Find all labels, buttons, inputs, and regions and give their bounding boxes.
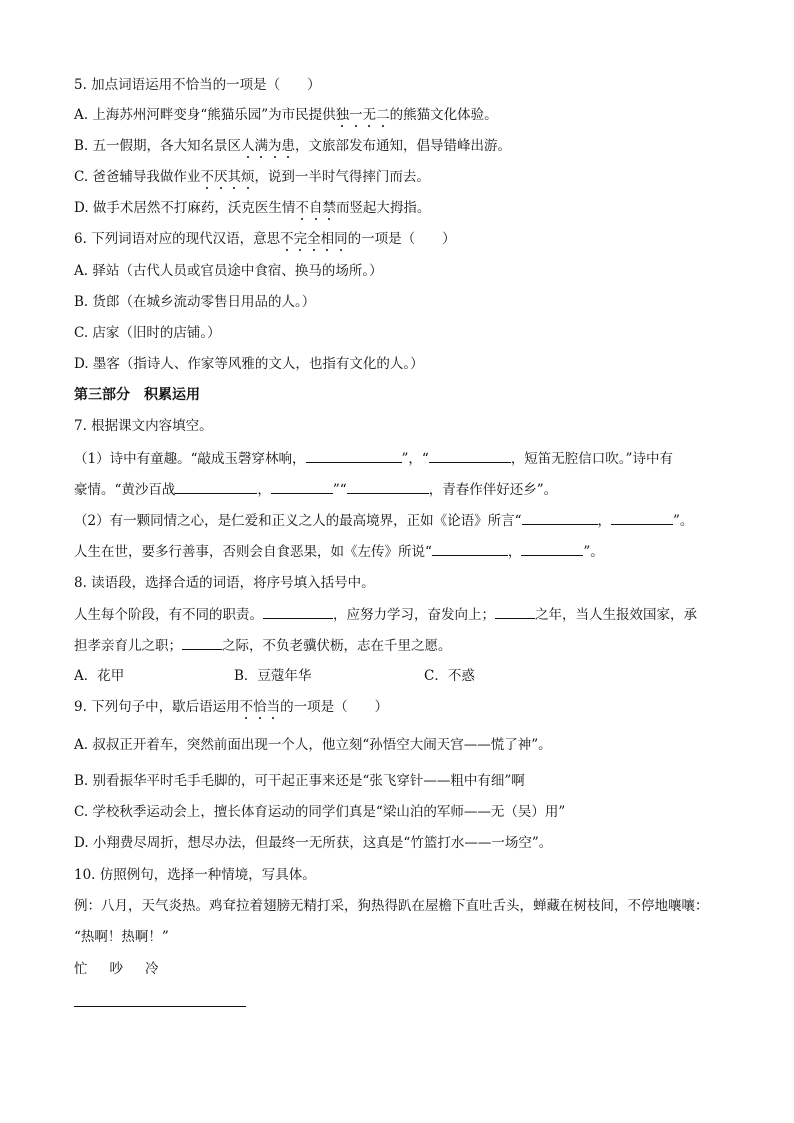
fill-blank[interactable] [271,480,333,494]
emphasis-dot-char: 当 [266,699,281,715]
fill-blank[interactable] [429,449,511,463]
q6-option-b: B. 货郎（在城乡流动零售日用品的人。） [74,294,316,310]
fill-blank[interactable] [432,542,508,556]
emphasis-dot-char: 相 [320,231,335,247]
dotted-word [336,107,390,123]
q9-option-b: B. 别看振华平时毛手毛脚的，可干起正事来还是“张飞穿针——粗中有细”啊 [74,773,525,789]
q8-stem: 8. 读语段，选择合适的词语，将序号填入括号中。 [74,575,375,591]
q6-option-a: A. 驿站（古代人员或官员途中食宿、换马的场所。） [74,263,383,279]
emphasis-dot-char: 不 [280,231,294,247]
emphasis-dot-char: 不 [200,169,214,185]
q6-stem: 6. 下列词语对应的现代汉语，意思不完全相同的一项是（ ） [74,231,456,247]
emphasis-dot-char: 患 [281,138,296,154]
emphasis-dot-char: 一 [349,107,363,123]
q8-passage-line1: 人生每个阶段，有不同的职责。 ，应努力学习，奋发向上； 之年，当人生报效国家，承 [74,607,697,623]
q5-option-a: A. 上海苏州河畔变身“熊猫乐园”为市民提供独一无二的熊猫文化体验。 [74,107,498,123]
emphasis-dot-char: 为 [268,138,282,154]
word-option: 忙 [74,961,88,977]
emphasis-dot-char: 不 [239,699,254,715]
q5-stem: 5. 加点词语运用不恰当的一项是（ ） [74,77,321,93]
q10-example-line1: 例：八月，天气炎热。鸡耷拉着翅膀无精打采，狗热得趴在屋檐下直吐舌头，蝉藏在树枝间，不停地嚷嚷： [74,898,709,914]
emphasis-dot-char: 其 [227,169,241,185]
dotted-word [280,231,348,247]
fill-blank[interactable] [522,511,598,525]
word-option: 吵 [109,961,123,977]
emphasis-dot-char: 人 [241,138,255,154]
answer-line[interactable] [74,1006,246,1007]
q8-passage-line2: 担孝亲育儿之职； 之际，不负老骥伏枥，志在千里之愿。 [74,638,452,654]
q6-option-c: C. 店家（旧时的店铺。） [74,325,221,341]
fill-blank[interactable] [611,511,673,525]
emphasis-dot-char: 独 [335,107,350,123]
q7-part1-line1: （1）诗中有童趣。“敲成玉磬穿林响， ”，“ ，短笛无腔信口吹。”诗中有 [74,451,673,467]
emphasis-dot-char: 恰 [253,699,267,715]
q9-option-a: A. 叔叔正开着车，突然前面出现一个人，他立刻“孙悟空大闹天宫——慌了神”。 [74,737,552,753]
dotted-word [295,200,336,216]
q9-option-d: D. 小翔费尽周折，想尽办法，但最终一无所获，这真是“竹篮打水——一场空”。 [74,835,553,851]
emphasis-dot-char: 完 [293,231,308,247]
section-title: 第三部分 积累运用 [74,387,200,403]
q7-part1-line2: 豪情。“黄沙百战 ， ”“ ，青春作伴好还乡”。 [74,482,558,498]
q5-option-b: B. 五一假期，各大知名景区人满为患，文旅部发布通知，倡导错峰出游。 [74,138,512,154]
q8-option-b: B．豆蔻年华 [234,668,312,684]
q9-option-c: C. 学校秋季运动会上，擅长体育运动的同学们真是“梁山泊的军师——无（吴）用” [74,804,566,820]
emphasis-dot-char: 同 [334,231,348,247]
q5-option-d: D. 做手术居然不打麻药，沃克医生情不自禁而竖起大拇指。 [74,200,431,216]
emphasis-dot-char: 烦 [240,169,255,185]
q8-options [74,667,724,685]
fill-blank[interactable] [306,449,402,463]
q10-example-line2: “热啊！热啊！” [74,929,169,945]
emphasis-dot-char: 不 [295,200,309,216]
q6-option-d: D. 墨客（指诗人、作家等风雅的文人，也指有文化的人。） [74,356,424,372]
q9-stem: 9. 下列句子中，歇后语运用不恰当的一项是（ ） [74,699,389,715]
emphasis-dot-char: 禁 [322,200,336,216]
fill-blank[interactable] [263,605,333,619]
q10-words [74,960,724,978]
dotted-word [240,699,281,715]
q7-stem: 7. 根据课文内容填空。 [74,418,213,434]
emphasis-dot-char: 厌 [213,169,228,185]
emphasis-dot-char: 满 [254,138,269,154]
dotted-word [200,169,254,185]
word-option: 冷 [145,961,159,977]
emphasis-dot-char: 无 [362,107,377,123]
fill-blank[interactable] [495,605,535,619]
q8-option-c: C．不惑 [424,668,475,684]
fill-blank[interactable] [521,542,583,556]
emphasis-dot-char: 自 [308,200,323,216]
fill-blank[interactable] [175,480,257,494]
dotted-word [241,138,295,154]
emphasis-dot-char: 二 [376,107,390,123]
q7-part2-line1: （2）有一颗同情之心，是仁爱和正义之人的最高境界，正如《论语》所言“ ， ”。 [74,513,694,529]
q5-option-c: C. 爸爸辅导我做作业不厌其烦，说到一半时气得摔门而去。 [74,169,430,185]
q8-option-a: A．花甲 [74,668,125,684]
q7-part2-line2: 人生在世，要多行善事，否则会自食恶果，如《左传》所说“ ， ”。 [74,544,604,560]
fill-blank[interactable] [182,636,222,650]
emphasis-dot-char: 全 [307,231,321,247]
q10-stem: 10. 仿照例句，选择一种情境，写具体。 [74,867,316,883]
fill-blank[interactable] [347,480,429,494]
